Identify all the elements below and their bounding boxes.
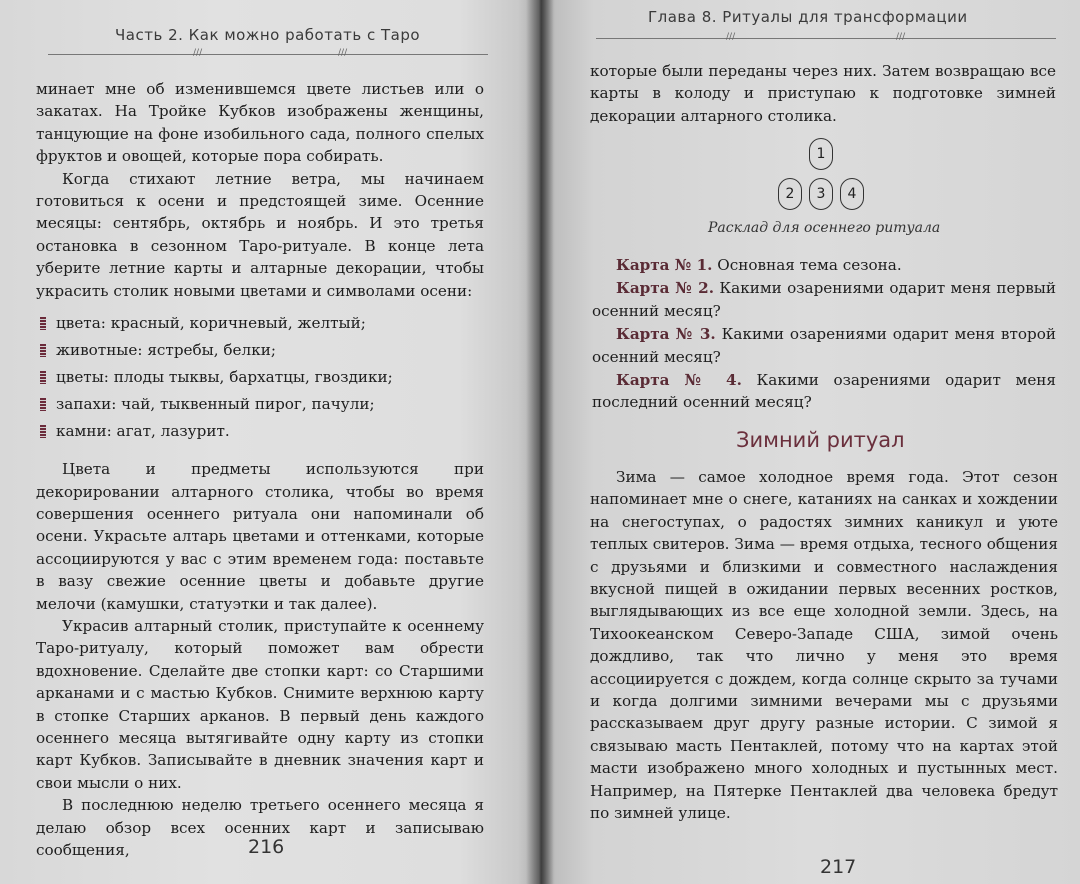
bullet-icon xyxy=(40,425,46,438)
spread-position-3: 3 xyxy=(809,178,833,210)
right-header-rule xyxy=(596,32,1056,42)
rule-ornament: /// xyxy=(726,32,736,42)
bullet-icon xyxy=(40,398,46,411)
rule-ornament: /// xyxy=(338,48,348,58)
list-item: цветы: плоды тыквы, бархатцы, гвоздики; xyxy=(36,366,484,388)
left-header-rule xyxy=(48,48,488,58)
bullet-icon xyxy=(40,344,46,357)
spread-position-2: 2 xyxy=(778,178,802,210)
list-item: камни: агат, лазурит. xyxy=(36,420,484,442)
book-spine-gutter xyxy=(526,0,554,884)
card-line-3: Карта № 3. Какими озарениями одарит меня второй осенний месяц? xyxy=(592,325,1057,366)
spread-caption: Расклад для осеннего ритуала xyxy=(708,220,941,236)
paragraph: Цвета и предметы используются при декорировании алтарного столика, чтобы во время совершения осеннего ритуала они напоминали об осени. Украсьте алтарь цветами и оттенками, которые ассоциируются у вас с этим временем года: поставьте в вазу свежие осенние цветы и добавьте другие мелочи (камушки, статуэтки и так далее). xyxy=(36,460,484,613)
list-item: животные: ястребы, белки; xyxy=(36,339,484,361)
right-page xyxy=(540,0,1080,884)
card-spread-diagram xyxy=(760,138,900,218)
right-running-header: Глава 8. Ритуалы для трансформации xyxy=(648,8,968,26)
left-text-column xyxy=(36,78,484,861)
card-meanings xyxy=(592,254,1056,415)
right-intro-text xyxy=(590,60,1056,127)
card-line-1: Карта № 1. Основная тема сезона. xyxy=(616,256,902,274)
card-line-4: Карта № 4. Какими озарениями одарит меня последний осенний месяц? xyxy=(592,371,1057,412)
paragraph: Зима — самое холодное время года. Этот сезон напоминает мне о снеге, катаниях на санках и хождении на снегоступах, о радостях зимних каникул и уюте теплых свитеров. Зима — время отдыха, тесного общения с друзьями и близкими и совместного наслаждения вкусной пищей в ожидании первых весенних ростков, выглядывающих из все еще холодной земли. Здесь, на Тихоокеанском Северо-Западе США, зимой очень дождливо, так что лично у меня это время ассоциируется с дождем, когда солнце скрыто за тучами и когда долгими зимними вечерами мы с друзьями рассказываем друг другу разные истории. С зимой я связываю масть Пентаклей, потому что на картах этой масти изображено много холодных и пустынных мест. Например, на Пятерке Пентаклей два человека бредут по зимней улице. xyxy=(590,468,1058,823)
rule-ornament: /// xyxy=(896,32,906,42)
rule-ornament: /// xyxy=(193,48,203,58)
bullet-icon xyxy=(40,317,46,330)
right-page-number: 217 xyxy=(820,856,857,878)
paragraph: Когда стихают летние ветра, мы начинаем готовиться к осени и предстоящей зиме. Осенние месяцы: сентябрь, октябрь и ноябрь. И это третья остановка в сезонном Таро-ритуале. В конце лета уберите летние карты и алтарные декорации, чтобы украсить столик новыми цветами и символами осени: xyxy=(36,169,484,300)
spread-position-1: 1 xyxy=(809,138,833,170)
list-item: цвета: красный, коричневый, желтый; xyxy=(36,312,484,334)
left-running-header: Часть 2. Как можно работать с Таро xyxy=(115,26,421,44)
paragraph: В последнюю неделю третьего осеннего месяца я делаю обзор всех осенних карт и записываю сообщения, xyxy=(36,796,484,859)
paragraph: которые были переданы через них. Затем возвращаю все карты в колоду и приступаю к подготовке зимней декорации алтарного столика. xyxy=(590,62,1056,125)
list-item: запахи: чай, тыквенный пирог, пачули; xyxy=(36,393,484,415)
section-heading: Зимний ритуал xyxy=(736,428,905,452)
winter-ritual-text xyxy=(590,466,1058,825)
paragraph: минает мне об изменившемся цвете листьев или о закатах. На Тройке Кубков изображены женщины, танцующие на фоне изобильного сада, полного спелых фруктов и овощей, которые пора собирать. xyxy=(36,80,484,166)
paragraph: Украсив алтарный столик, приступайте к осеннему Таро-ритуалу, который поможет вам обрести вдохновение. Сделайте две стопки карт: со Старшими арканами и с мастью Кубков. Снимите верхнюю карту в стопке Старших арканов. В первый день каждого осеннего месяца вытягивайте одну карту из стопки карт Кубков. Записывайте в дневник значения карт и свои мысли о них. xyxy=(36,616,484,792)
spread-position-4: 4 xyxy=(840,178,864,210)
card-line-2: Карта № 2. Какими озарениями одарит меня первый осенний месяц? xyxy=(592,279,1056,320)
autumn-symbols-list xyxy=(36,312,484,442)
left-page-number: 216 xyxy=(248,836,285,858)
bullet-icon xyxy=(40,371,46,384)
